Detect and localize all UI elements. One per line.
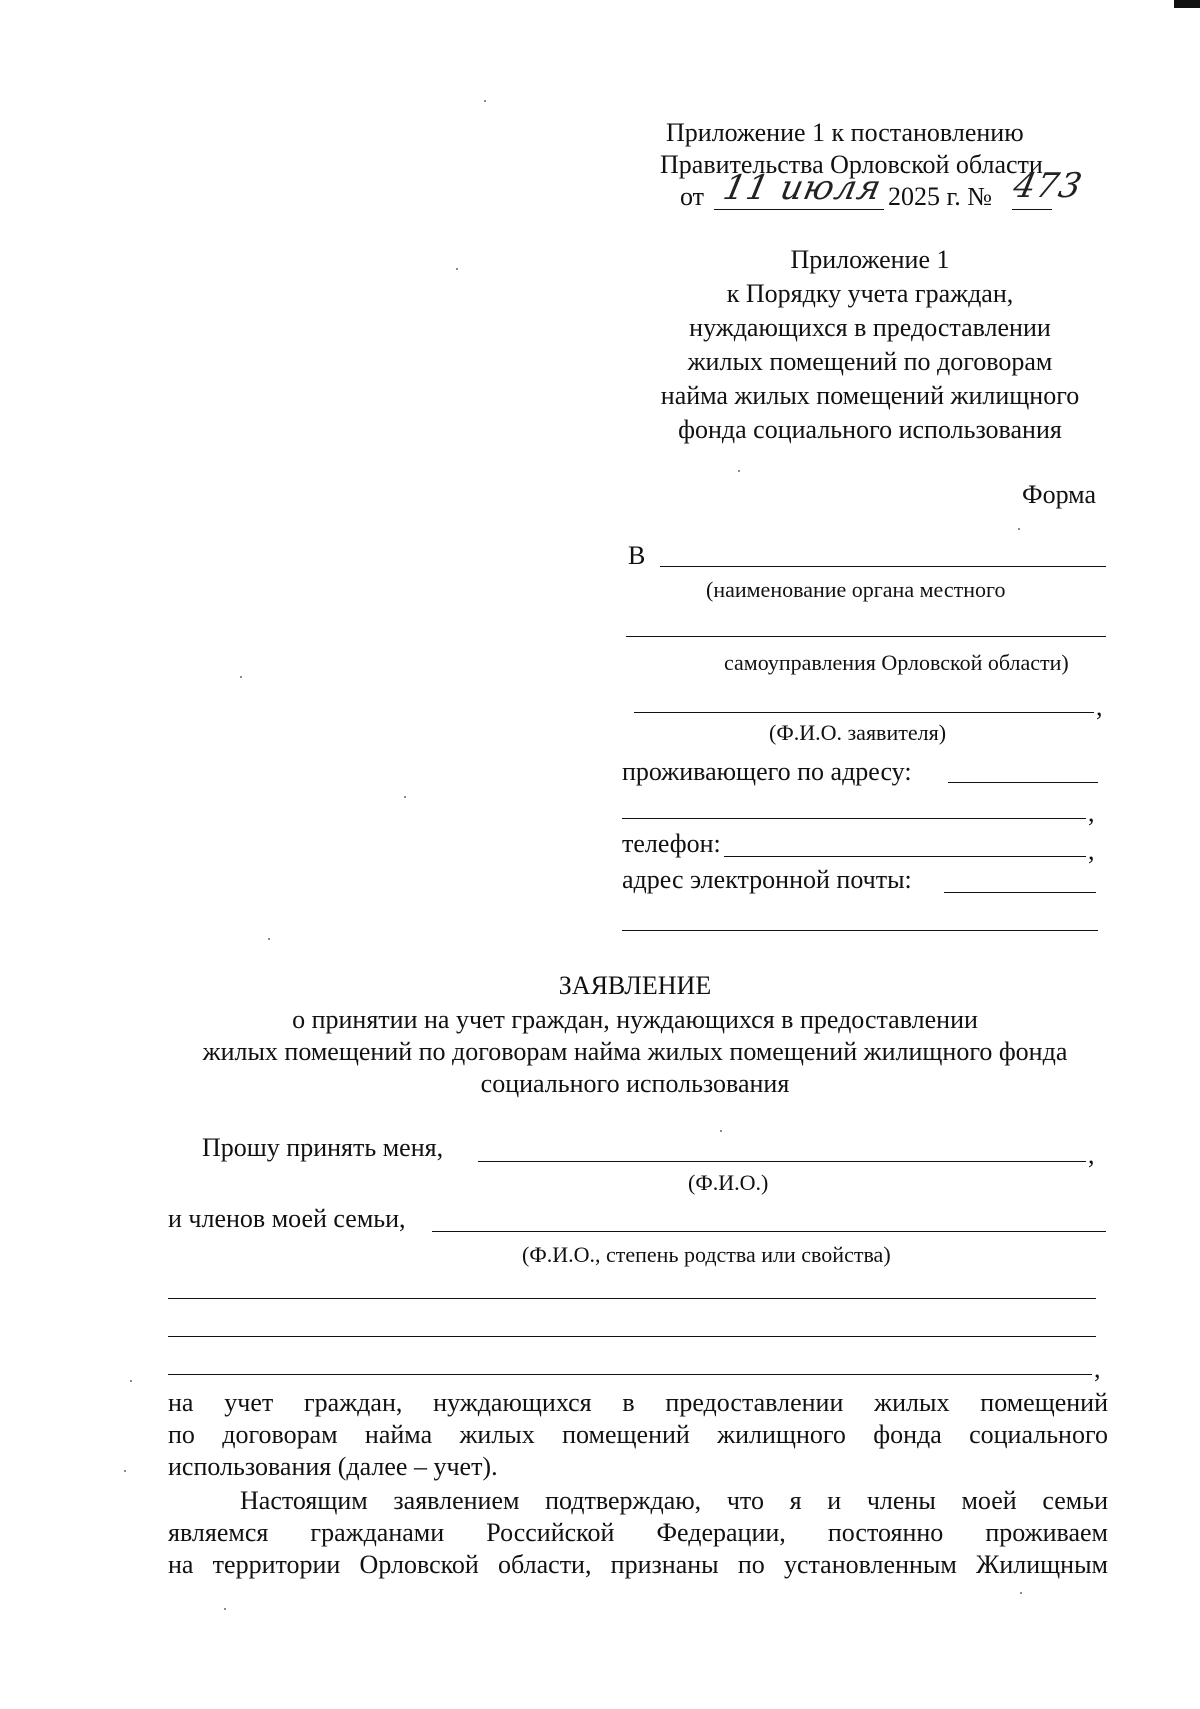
scan-speck: [738, 470, 740, 472]
statement-subtitle-1: о принятии на учет граждан, нуждающихся в предоставлении: [292, 1005, 978, 1034]
scan-speck: [404, 796, 406, 798]
residing-label: проживающего по адресу:: [622, 757, 912, 786]
approval-year: 2025 г. №: [888, 182, 993, 211]
email-line-2: [622, 930, 1098, 931]
address-line-2: [622, 818, 1086, 819]
p2-line-1: Настоящим заявлением подтверждаю, что я и члены моей семьи: [240, 1486, 1108, 1515]
phone-comma: ,: [1088, 836, 1095, 865]
appendix-line-5: найма жилых помещений жилищного: [660, 381, 1080, 410]
approval-date-line: [714, 209, 884, 210]
family-hint: (Ф.И.О., степень родства или свойства): [522, 1242, 891, 1267]
p1-line-2: по договорам найма жилых помещений жилищного фонда социального: [168, 1420, 1108, 1449]
authority-hint-2: самоуправления Орловской области): [724, 650, 1069, 675]
statement-subtitle-2: жилых помещений по договорам найма жилых помещений жилищного фонда: [202, 1037, 1068, 1066]
statement-title: ЗАЯВЛЕНИЕ: [558, 971, 712, 1000]
p2-line-3: на территории Орловской области, признаны по установленным Жилищным: [168, 1550, 1108, 1579]
approval-date-handwritten: 11 июля: [719, 168, 886, 208]
approval-number-line: [1012, 209, 1052, 210]
scan-speck: [240, 676, 242, 678]
scan-speck: [124, 1470, 126, 1472]
applicant-hint: (Ф.И.О. заявителя): [769, 720, 947, 745]
address-line-1: [948, 782, 1098, 783]
appendix-line-4: жилых помещений по договорам: [687, 347, 1053, 376]
accept-me-label: Прошу принять меня,: [202, 1133, 444, 1162]
appendix-line-2: к Порядку учета граждан,: [726, 279, 1014, 308]
family-line-1: [432, 1231, 1106, 1232]
family-comma: ,: [1094, 1354, 1101, 1383]
scan-speck: [484, 100, 486, 102]
approval-line-2: Правительства Орловской области: [660, 150, 1043, 179]
family-line-2: [168, 1298, 1096, 1299]
approval-number-handwritten: 473: [1009, 166, 1087, 206]
to-prefix: В: [628, 541, 646, 570]
scan-speck: [224, 1608, 226, 1610]
authority-line-1: [660, 566, 1106, 567]
applicant-line: [634, 712, 1094, 713]
form-label: Форма: [1022, 480, 1096, 509]
fio-line: [478, 1161, 1086, 1162]
p1-line-3: использования (далее – учет).: [168, 1452, 498, 1481]
scan-edge-mark: [1174, 0, 1200, 8]
phone-line: [724, 856, 1086, 857]
family-line-3: [168, 1336, 1096, 1337]
appendix-line-6: фонда социального использования: [678, 415, 1062, 444]
p2-line-2: являемся гражданами Российской Федерации, постоянно проживаем: [168, 1518, 1108, 1547]
address-comma: ,: [1088, 798, 1095, 827]
authority-hint-1: (наименование органа местного: [706, 577, 1006, 602]
scan-speck: [268, 938, 270, 940]
scan-speck: [456, 268, 458, 270]
applicant-comma: ,: [1096, 692, 1103, 721]
p1-line-1: на учет граждан, нуждающихся в предоставлении жилых помещений: [168, 1388, 1108, 1417]
scan-speck: [720, 1130, 722, 1132]
appendix-line-3: нуждающихся в предоставлении: [689, 313, 1051, 342]
family-line-4: [168, 1374, 1092, 1375]
scan-speck: [1020, 1592, 1022, 1594]
scan-speck: [1018, 528, 1020, 530]
family-label: и членов моей семьи,: [168, 1204, 406, 1233]
fio-hint: (Ф.И.О.): [688, 1170, 769, 1195]
statement-subtitle-3: социального использования: [480, 1069, 790, 1098]
email-line-1: [944, 892, 1096, 893]
approval-line-1: Приложение 1 к постановлению: [666, 118, 1024, 147]
approval-date-prefix: от: [680, 182, 705, 211]
email-label: адрес электронной почты:: [622, 865, 912, 894]
fio-comma: ,: [1088, 1140, 1095, 1169]
scan-speck: [130, 1380, 132, 1382]
phone-label: телефон:: [622, 829, 721, 858]
authority-line-2: [626, 636, 1106, 637]
appendix-line-1: Приложение 1: [790, 245, 950, 274]
